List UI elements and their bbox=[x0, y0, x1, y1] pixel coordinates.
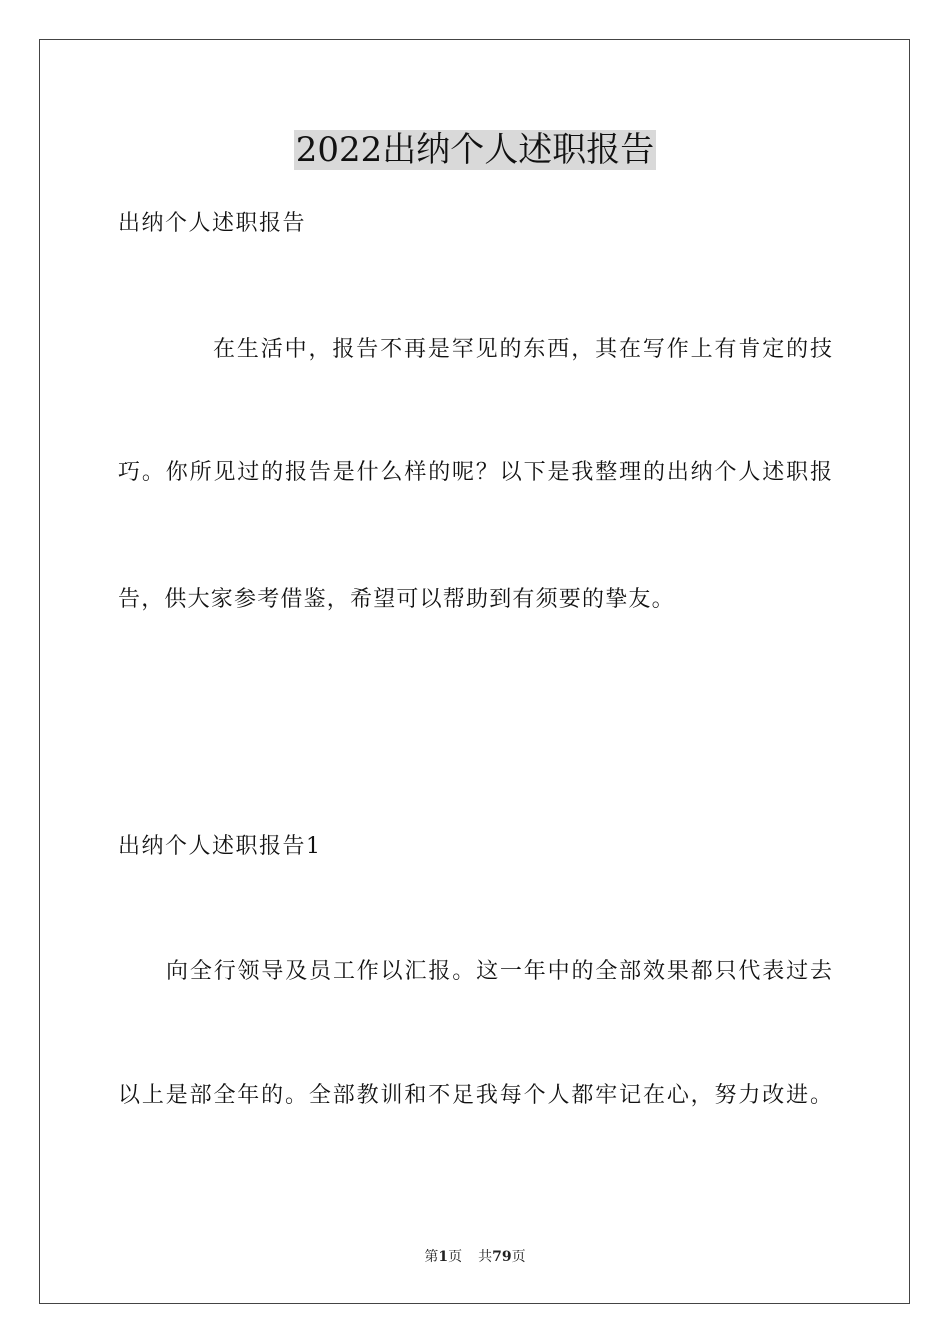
total-suffix: 页 bbox=[511, 1249, 526, 1265]
page-total: 79 bbox=[492, 1249, 512, 1265]
page-prefix: 第 bbox=[424, 1249, 439, 1265]
intro-line-3: 告，供大家参考借鉴，希望可以帮助到有须要的挚友。 bbox=[118, 587, 675, 612]
document-subtitle: 出纳个人述职报告 bbox=[118, 211, 307, 236]
intro-line-1: 在生活中，报告不再是罕见的东西，其在写作上有肯定的技 bbox=[213, 337, 832, 362]
page-footer bbox=[0, 1248, 950, 1266]
document-title bbox=[0, 128, 950, 172]
document-title-text: 2022出纳个人述职报告 bbox=[295, 130, 655, 170]
section-line-1: 向全行领导及员工作以汇报。这一年中的全部效果都只代表过去 bbox=[166, 959, 832, 984]
intro-line-2: 巧。你所见过的报告是什么样的呢？以下是我整理的出纳个人述职报 bbox=[118, 460, 832, 485]
section-line-2: 以上是部全年的。全部教训和不足我每个人都牢记在心，努力改进。 bbox=[118, 1083, 832, 1108]
page-suffix: 页 bbox=[448, 1249, 463, 1265]
page-current: 1 bbox=[438, 1249, 449, 1265]
section-heading: 出纳个人述职报告1 bbox=[118, 834, 322, 859]
total-prefix: 共 bbox=[478, 1249, 493, 1265]
